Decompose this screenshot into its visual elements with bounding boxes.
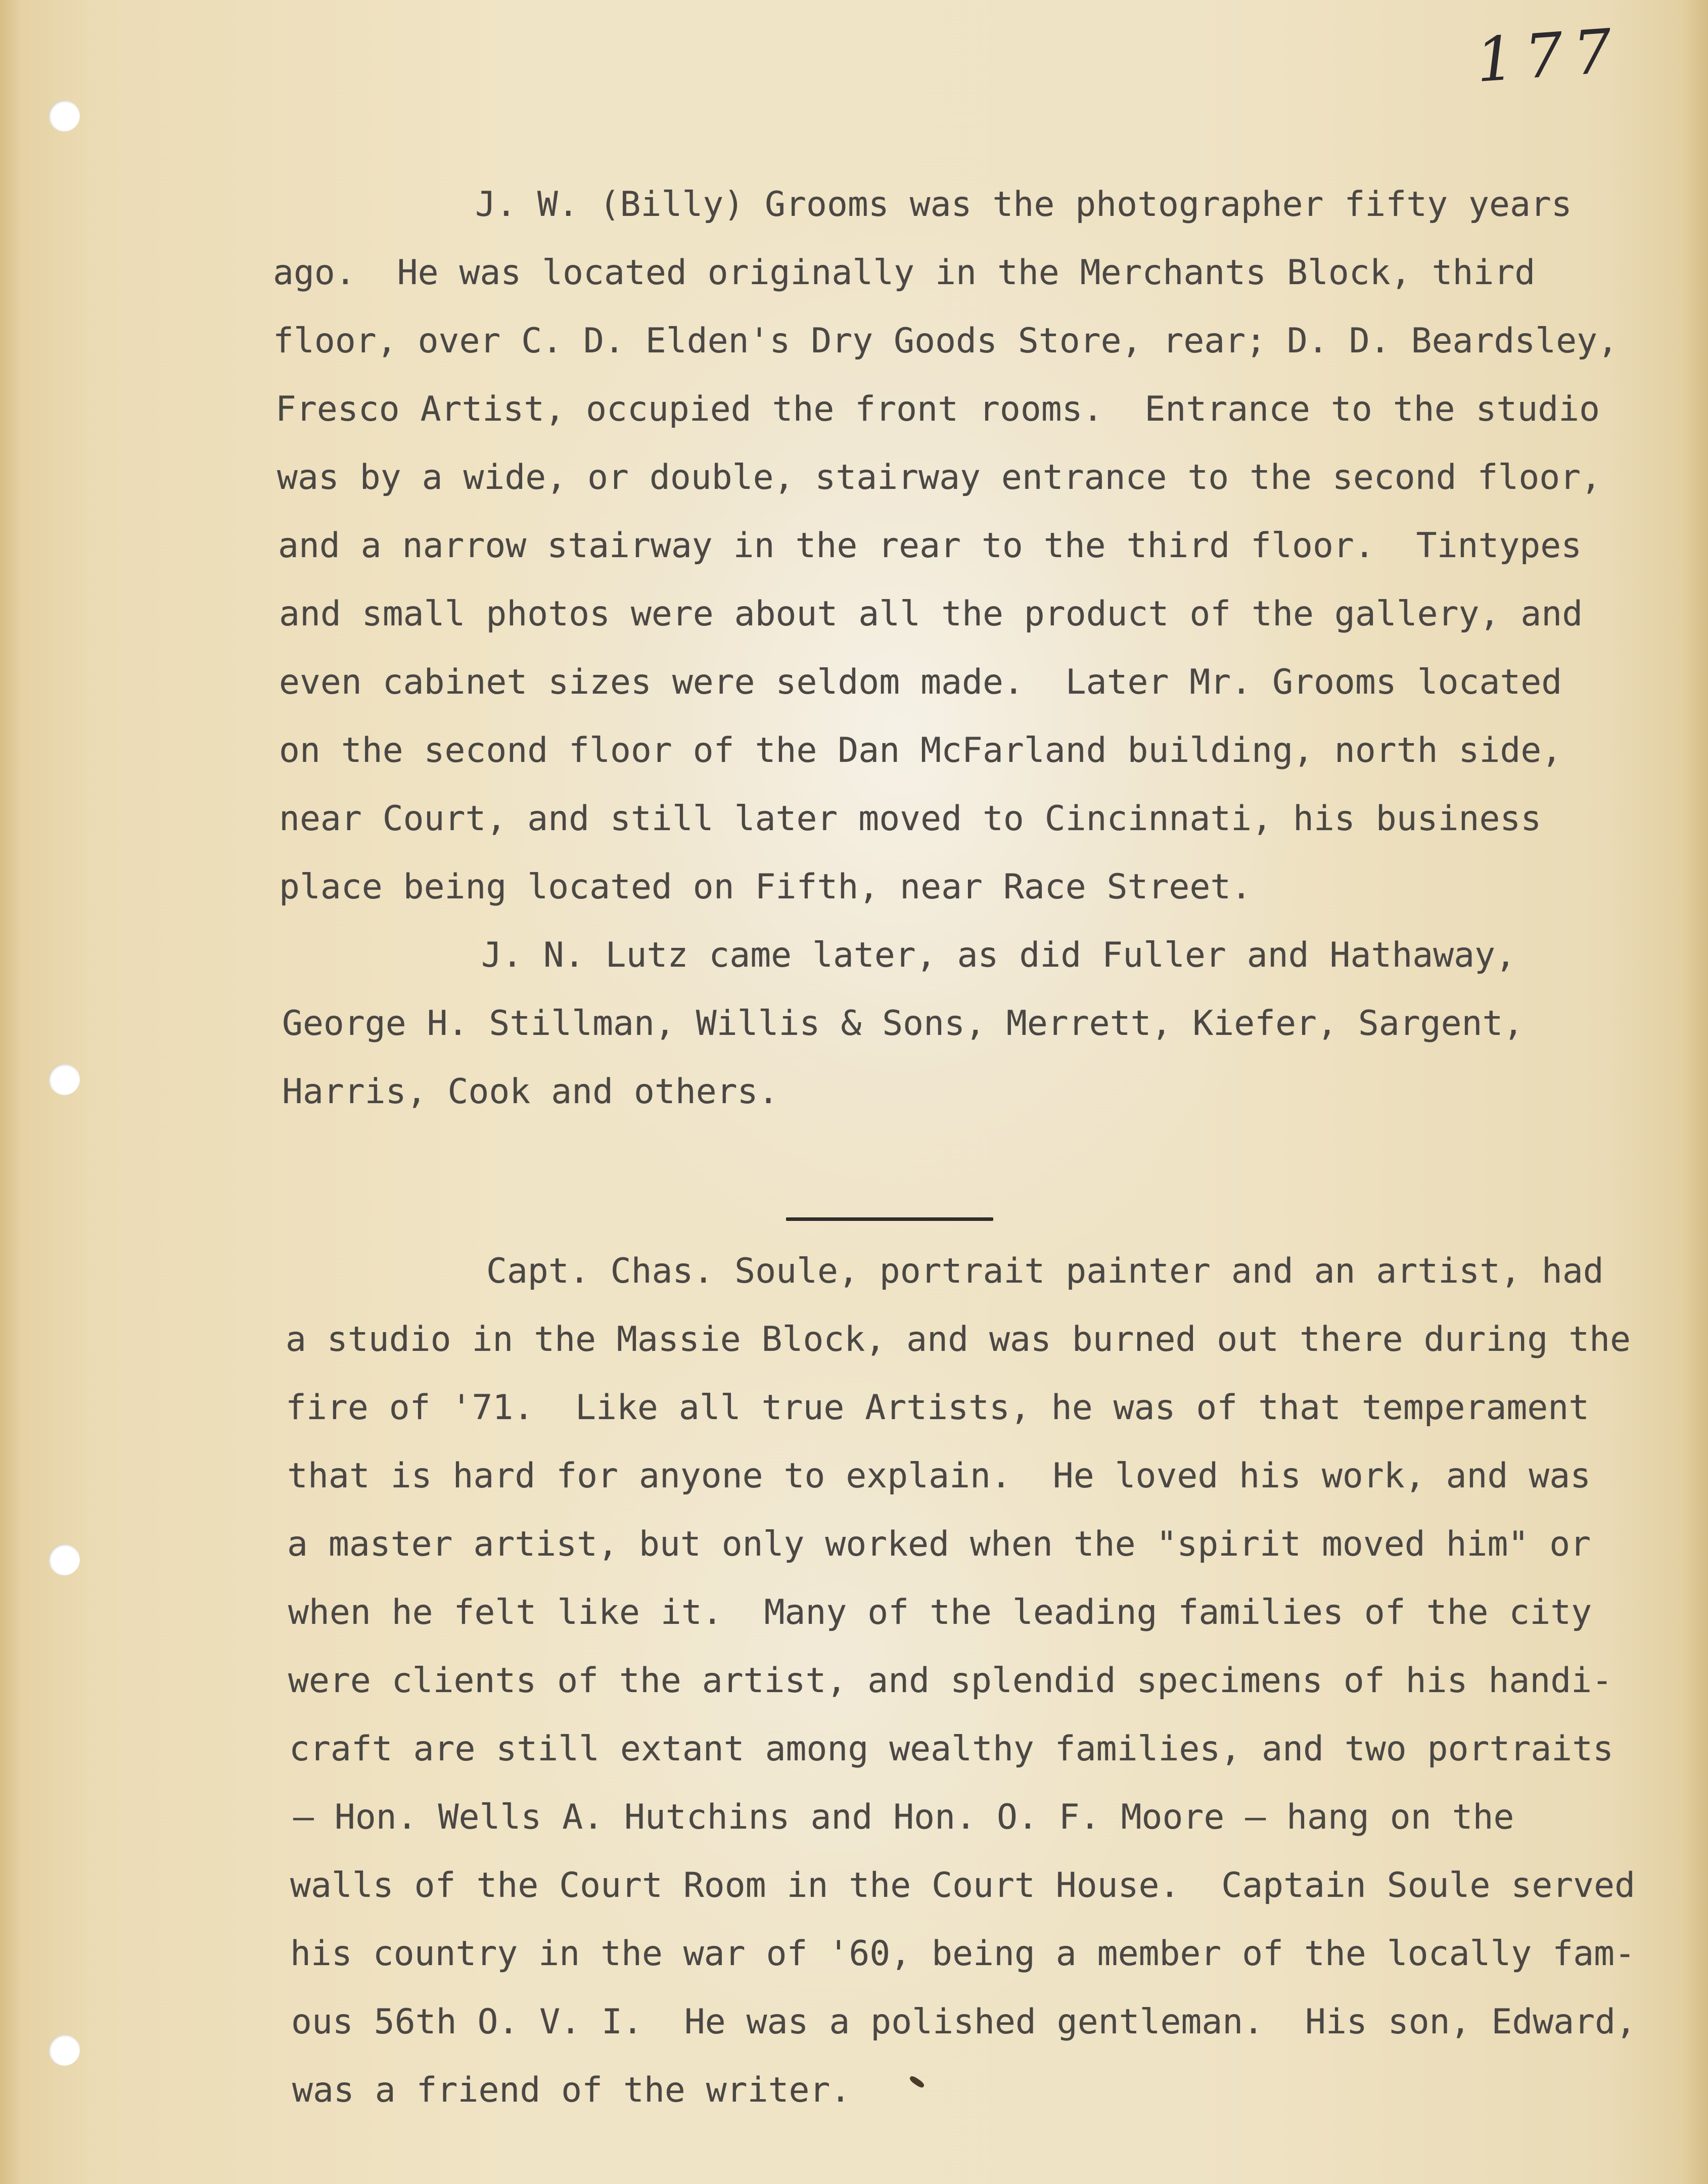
text-line: floor, over C. D. Elden's Dry Goods Store, rear; D. D. Beardsley, bbox=[273, 321, 1619, 361]
text-line: Harris, Cook and others. bbox=[282, 1072, 779, 1112]
punch-hole bbox=[49, 100, 80, 131]
text-line: on the second floor of the Dan McFarland building, north side, bbox=[279, 731, 1562, 770]
text-line: a studio in the Massie Block, and was burned out there during the bbox=[286, 1320, 1631, 1359]
text-line: Capt. Chas. Soule, portrait painter and an artist, had bbox=[486, 1251, 1604, 1291]
text-line: place being located on Fifth, near Race Street. bbox=[279, 867, 1252, 907]
page-right-edge bbox=[1663, 0, 1708, 2184]
text-line: — Hon. Wells A. Hutchins and Hon. O. F. Moore — hang on the bbox=[293, 1797, 1514, 1837]
text-line: ous 56th O. V. I. He was a polished gentleman. His son, Edward, bbox=[291, 2002, 1637, 2042]
text-line: were clients of the artist, and splendid specimens of his handi- bbox=[288, 1661, 1613, 1701]
text-line: ago. He was located originally in the Merchants Block, third bbox=[273, 253, 1536, 293]
section-divider bbox=[786, 1217, 993, 1221]
text-line: walls of the Court Room in the Court House. Captain Soule served bbox=[290, 1866, 1636, 1905]
text-line: was a friend of the writer. bbox=[292, 2070, 851, 2110]
text-line: near Court, and still later moved to Cincinnati, his business bbox=[279, 799, 1542, 839]
text-line: that is hard for anyone to explain. He loved his work, and was bbox=[287, 1456, 1591, 1496]
ink-blot bbox=[908, 2075, 925, 2089]
punch-hole bbox=[49, 2034, 80, 2066]
punch-hole bbox=[49, 1064, 80, 1095]
text-line: and a narrow stairway in the rear to the third floor. Tintypes bbox=[278, 526, 1582, 566]
page-left-edge bbox=[0, 0, 35, 2184]
text-line: craft are still extant among wealthy families, and two portraits bbox=[289, 1729, 1614, 1769]
text-line: George H. Stillman, Willis & Sons, Merrett, Kiefer, Sargent, bbox=[282, 1004, 1524, 1043]
text-line: J. W. (Billy) Grooms was the photographer fifty years bbox=[475, 185, 1572, 224]
handwritten-page-number: 177 bbox=[1473, 16, 1625, 96]
punch-hole bbox=[49, 1544, 80, 1575]
text-line: was by a wide, or double, stairway entrance to the second floor, bbox=[277, 458, 1602, 497]
text-line: J. N. Lutz came later, as did Fuller and Hathaway, bbox=[481, 935, 1516, 975]
text-line: Fresco Artist, occupied the front rooms. Entrance to the studio bbox=[275, 389, 1600, 429]
text-line: even cabinet sizes were seldom made. Later Mr. Grooms located bbox=[279, 662, 1562, 702]
text-line: and small photos were about all the product of the gallery, and bbox=[279, 594, 1583, 634]
text-line: when he felt like it. Many of the leading families of the city bbox=[288, 1592, 1592, 1632]
text-line: his country in the war of '60, being a member of the locally fam- bbox=[290, 1934, 1636, 1974]
text-line: a master artist, but only worked when the "spirit moved him" or bbox=[287, 1524, 1591, 1564]
text-line: fire of '71. Like all true Artists, he was of that temperament bbox=[286, 1388, 1590, 1428]
